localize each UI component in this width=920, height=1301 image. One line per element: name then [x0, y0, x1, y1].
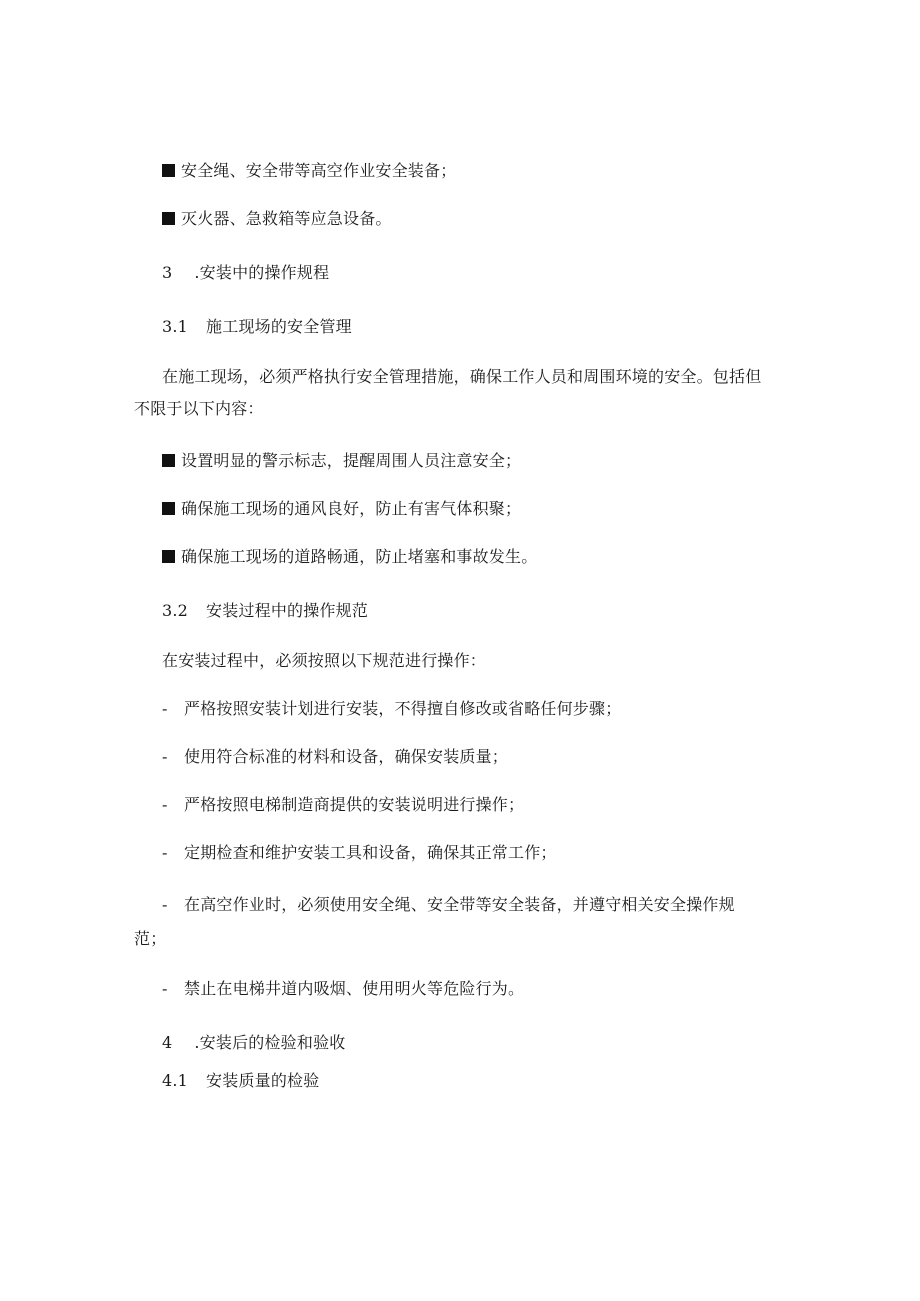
paragraph-line: 不限于以下内容：	[134, 399, 264, 418]
dash-item-text: 严格按照电梯制造商提供的安装说明进行操作；	[184, 795, 525, 814]
section-heading-3	[162, 262, 329, 284]
section-heading-4-1	[162, 1070, 319, 1092]
dash-item	[162, 894, 735, 916]
bullet-text: 确保施工现场的通风良好，防止有害气体积聚；	[181, 499, 522, 518]
section-heading-3-2	[162, 600, 368, 622]
dash-item-text: 禁止在电梯井道内吸烟、使用明火等危险行为。	[184, 979, 525, 998]
bullet-text: 安全绳、安全带等高空作业安全装备；	[181, 161, 457, 180]
section-title: 安装质量的检验	[206, 1071, 320, 1090]
bullet-item-clear-roads	[162, 546, 537, 568]
section-number: 4.1	[162, 1071, 189, 1090]
dash-marker: -	[162, 795, 168, 814]
section-number: 3	[162, 263, 173, 282]
dash-item	[162, 698, 621, 720]
bullet-text: 确保施工现场的道路畅通，防止堵塞和事故发生。	[181, 547, 538, 566]
dash-item-text: 使用符合标准的材料和设备，确保安装质量；	[184, 747, 509, 766]
dash-item	[162, 794, 524, 816]
dash-marker: -	[162, 979, 168, 998]
section-heading-3-1	[162, 316, 352, 338]
dash-item-text: 定期检查和维护安装工具和设备，确保其正常工作；	[184, 843, 557, 862]
dash-item-continuation: 范；	[134, 929, 167, 948]
dash-marker: -	[162, 747, 168, 766]
dash-item	[162, 842, 557, 864]
square-bullet-icon	[162, 502, 175, 515]
section-title: 施工现场的安全管理	[206, 317, 352, 336]
dash-marker: -	[162, 699, 168, 718]
section-number: 3.2	[162, 601, 189, 620]
bullet-item-emergency-equipment	[162, 208, 392, 230]
dash-item	[162, 978, 524, 1000]
bullet-text: 设置明显的警示标志，提醒周围人员注意安全；	[181, 451, 522, 470]
dash-marker: -	[162, 843, 168, 862]
paragraph-line: 在安装过程中，必须按照以下规范进行操作：	[162, 651, 487, 670]
section-number: 4	[162, 1033, 173, 1052]
dash-item	[162, 746, 508, 768]
square-bullet-icon	[162, 454, 175, 467]
section-title: 安装过程中的操作规范	[206, 601, 369, 620]
dash-marker: -	[162, 895, 168, 914]
bullet-item-warning-signs	[162, 450, 521, 472]
bullet-item-safety-gear	[162, 160, 456, 182]
bullet-item-ventilation	[162, 498, 521, 520]
dash-item-text: 严格按照安装计划进行安装，不得擅自修改或省略任何步骤；	[184, 699, 622, 718]
section-heading-4	[162, 1032, 345, 1054]
square-bullet-icon	[162, 164, 175, 177]
square-bullet-icon	[162, 212, 175, 225]
bullet-text: 灭火器、急救箱等应急设备。	[181, 209, 392, 228]
section-number: 3.1	[162, 317, 189, 336]
square-bullet-icon	[162, 550, 175, 563]
section-title: .安装后的检验和验收	[194, 1033, 346, 1052]
dash-item-text: 在高空作业时，必须使用安全绳、安全带等安全装备，并遵守相关安全操作规	[184, 895, 735, 914]
section-title: .安装中的操作规程	[194, 263, 330, 282]
paragraph-line: 在施工现场，必须严格执行安全管理措施，确保工作人员和周围环境的安全。包括但	[162, 367, 762, 386]
